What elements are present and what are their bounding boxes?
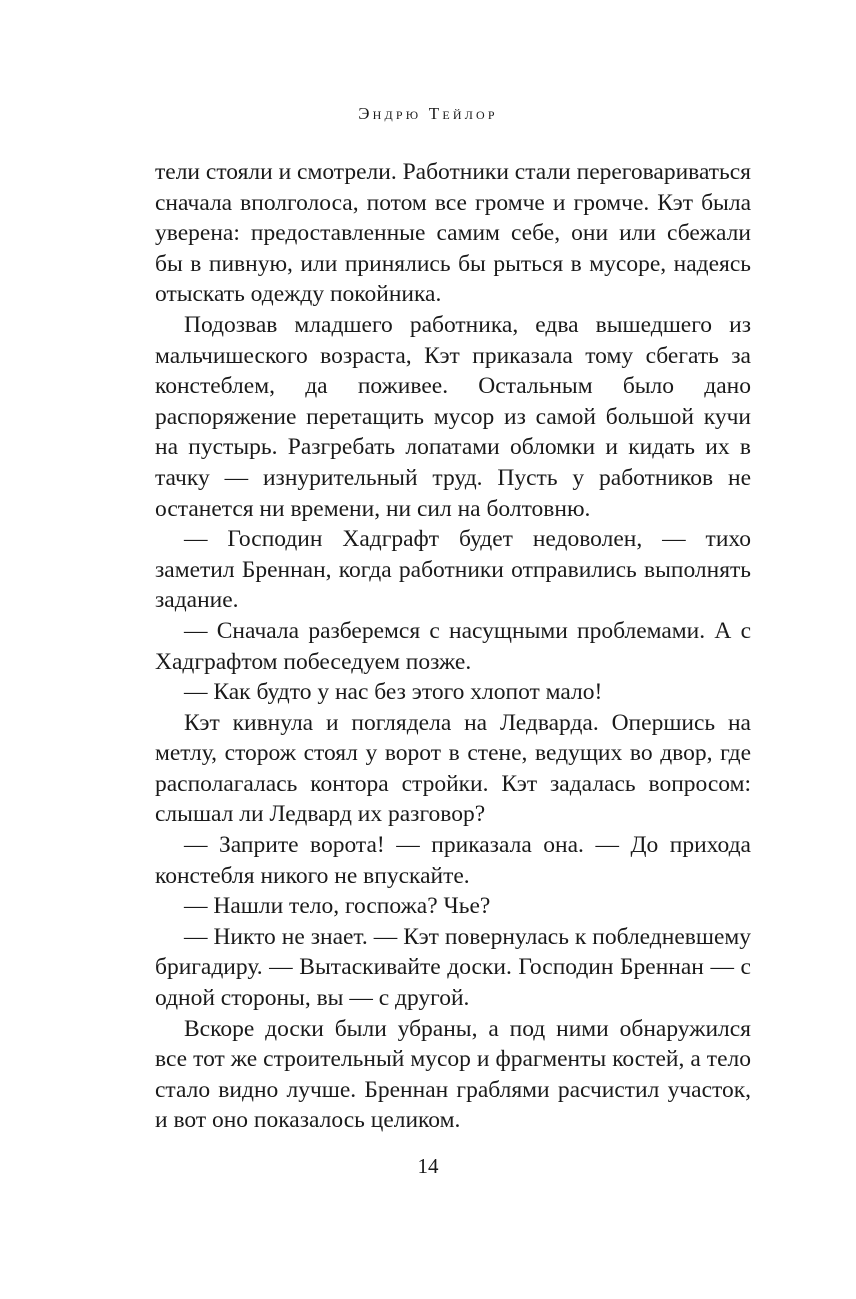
paragraph: — Господин Хадграфт будет недоволен, — тихо заметил Бреннан, когда работники отправились выполнять задание.	[155, 526, 751, 614]
paragraph: — Сначала разберемся с насущными проблемами. А с Хадграфтом побеседуем позже.	[155, 617, 751, 675]
paragraph: — Как будто у нас без этого хлопот мало!	[184, 679, 603, 706]
body-text	[155, 157, 751, 1136]
paragraph: Вскоре доски были убраны, а под ними обнаружился все тот же строительный мусор и фрагменты костей, а тело стало видно лучше. Бреннан граблями расчистил участок, и вот оно показалось целиком.	[155, 1015, 751, 1134]
paragraph: тели стояли и смотрели. Работники стали переговариваться сначала вполголоса, потом все громче и громче. Кэт была уверена: предоставленные самим себе, они или сбежали бы в пивную, или принялись бы рыться в мусоре, надеясь отыскать одежду покойника.	[155, 159, 751, 308]
page-number: 14	[417, 1154, 439, 1178]
paragraph: — Заприте ворота! — приказала она. — До прихода констебля никого не впускайте.	[155, 832, 751, 889]
paragraph: — Нашли тело, госпожа? Чье?	[184, 893, 491, 920]
running-head: Эндрю Тейлор	[358, 104, 498, 123]
paragraph: Подозвав младшего работника, едва вышедшего из мальчишеского возраста, Кэт приказала тому сбегать за констеблем, да поживее. Остальным было дано распоряжение перетащить мусор из самой большой кучи на пустырь. Разгребать лопатами обломки и кидать их в тачку — изнурительный труд. Пусть у работников не останется ни времени, ни сил на болтовню.	[155, 311, 751, 522]
paragraph: Кэт кивнула и поглядела на Ледварда. Опершись на метлу, сторож стоял у ворот в стене, ведущих во двор, где располагалась контора стройки. Кэт задалась вопросом: слышал ли Ледвард их разговор?	[155, 709, 751, 828]
paragraph: — Никто не знает. — Кэт повернулась к побледневшему бригадиру. — Вытаскивайте доски. Господин Бреннан — с одной стороны, вы — с другой.	[155, 923, 751, 1012]
